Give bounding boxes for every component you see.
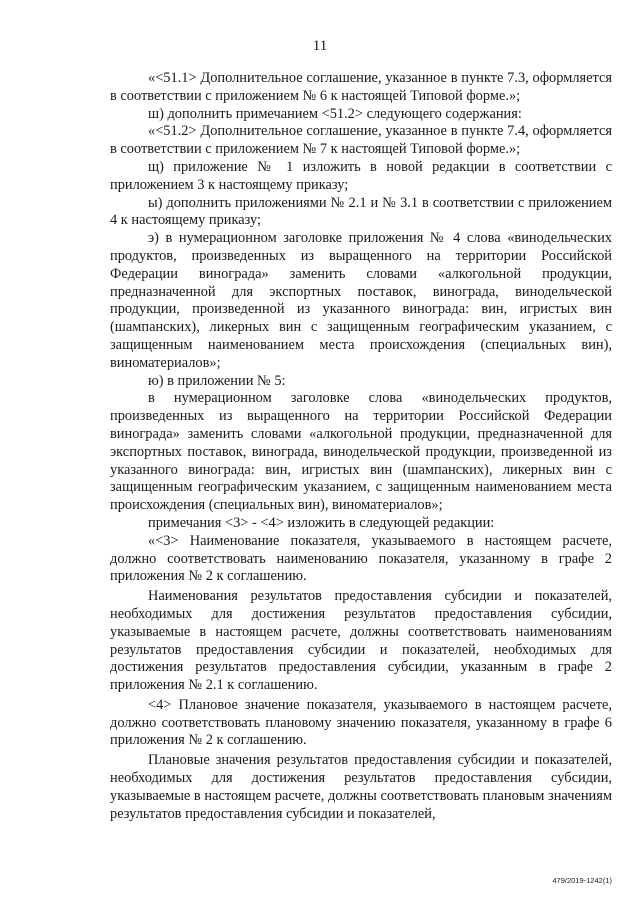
- paragraph: в нумерационном заголовке слова «винодельческих продуктов, произведенных из выращенного на территории Российской Федерации винограда» заменить словами «алкогольной продукции, предназначенной для экспортных поставок, винограда, винодельческой продукции, произведенной из указанного винограда: вин, игристых вин (шампанских), ликерных вин с защищенным географическим указанием, с защищенным наименованием места происхождения (специальных вин), виноматериалов»;: [110, 390, 612, 514]
- page-number: 11: [312, 38, 328, 54]
- paragraph: ы) дополнить приложениями № 2.1 и № 3.1 в соответствии с приложением 4 к настоящему приказу;: [110, 194, 612, 229]
- document-code: 479/2019-1242(1): [552, 876, 612, 885]
- paragraph: <4> Плановое значение показателя, указываемого в настоящем расчете, должно соответствовать плановому значению показателя, указанному в графе 6 приложения № 2 к соглашению.: [110, 696, 612, 749]
- paragraph: Наименования результатов предоставления субсидии и показателей, необходимых для достижения результатов предоставления субсидии, указываемые в настоящем расчете, должны соответствовать наименованиям результатов предоставления субсидии и показателей, необходимых для достижения результатов предоставления субсидии, указанным в графе 2 приложения № 2.1 к соглашению.: [110, 588, 612, 694]
- paragraph: «<51.2> Дополнительное соглашение, указанное в пункте 7.4, оформляется в соответствии с приложением № 7 к настоящей Типовой форме.»;: [110, 123, 612, 158]
- paragraph: э) в нумерационном заголовке приложения № 4 слова «винодельческих продуктов, произведенных из выращенного на территории Российской Федерации винограда» заменить словами «алкогольной продукции, предназначенной для экспортных поставок, винограда, винодельческой продукции, произведенной из указанного винограда: вин, игристых вин (шампанских), ликерных вин с защищенным географическим указанием, с защищенным наименованием места происхождения (специальных вин), виноматериалов»;: [110, 230, 612, 371]
- paragraph: «<51.1> Дополнительное соглашение, указанное в пункте 7.3, оформляется в соответствии с приложением № 6 к настоящей Типовой форме.»;: [110, 70, 612, 104]
- document-body: [110, 70, 612, 823]
- paragraph: ю) в приложении № 5:: [148, 372, 286, 389]
- paragraph: «<3> Наименование показателя, указываемого в настоящем расчете, должно соответствовать наименованию показателя, указанному в графе 2 приложения № 2 к соглашению.: [110, 532, 612, 585]
- paragraph: ш) дополнить примечанием <51.2> следующего содержания:: [148, 105, 522, 122]
- paragraph: Плановые значения результатов предоставления субсидии и показателей, необходимых для достижения результатов предоставления субсидии, указываемые в настоящем расчете, должны соответствовать плановым значениям результатов предоставления субсидии и показателей,: [110, 752, 612, 822]
- paragraph: щ) приложение № 1 изложить в новой редакции в соответствии с приложением 3 к настоящему приказу;: [110, 158, 612, 193]
- paragraph: примечания <3> - <4> изложить в следующей редакции:: [148, 514, 495, 531]
